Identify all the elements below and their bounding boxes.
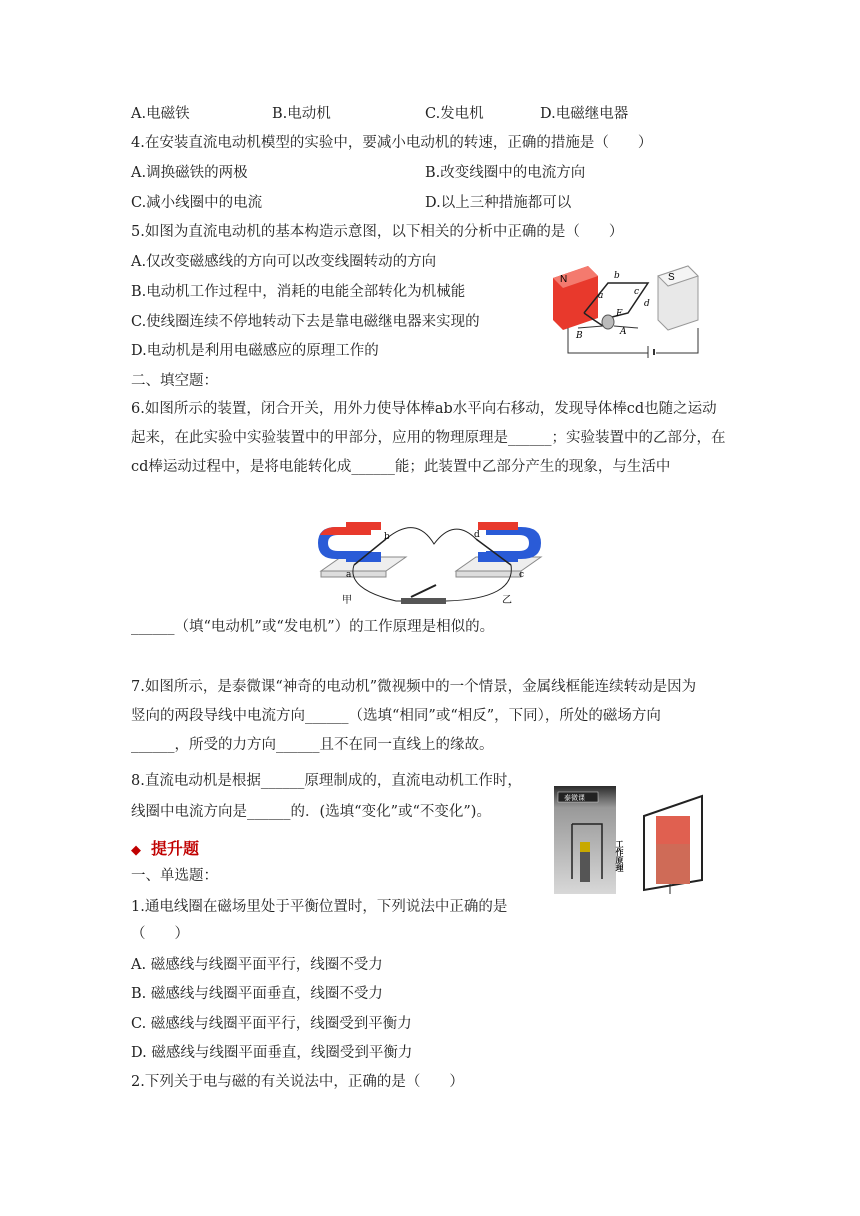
q4-option-c: C.减小线圈中的电流	[131, 195, 263, 211]
adv-q1-stem-line-2: （ ）	[131, 926, 189, 942]
figure-label-c: c	[519, 570, 525, 580]
generator-motor-figure	[316, 519, 551, 609]
motor-label-d: d	[644, 299, 650, 309]
micro-lesson-figure	[552, 784, 712, 896]
adv-q1-option-a: A. 磁感线与线圈平面平行，线圈不受力	[131, 957, 383, 973]
q5-option-b: B.电动机工作过程中，消耗的电能全部转化为机械能	[131, 284, 466, 300]
motor-label-c: c	[634, 287, 640, 297]
q4-option-a: A.调换磁铁的两极	[131, 165, 248, 181]
q3-option-c: C.发电机	[425, 106, 484, 122]
advanced-heading	[131, 839, 199, 861]
adv-q1-option-d: D. 磁感线与线圈平面垂直，线圈受到平衡力	[131, 1045, 413, 1061]
q7-line-2: 竖向的两段导线中电流方向______（选填“相同”或“相反”，下同），所处的磁场方向	[131, 708, 661, 724]
q3-option-b: B.电动机	[272, 106, 331, 122]
motor-label-s: S	[668, 272, 675, 283]
q4-option-b: B.改变线圈中的电流方向	[425, 165, 586, 181]
single-choice-heading: 一、单选题：	[131, 868, 218, 884]
q8-line-2: 线圈中电流方向是______的．(选填“变化”或“不变化”)。	[131, 804, 491, 820]
fill-in-heading: 二、填空题：	[131, 373, 218, 389]
q5-stem: 5.如图为直流电动机的基本构造示意图，以下相关的分析中正确的是（ ）	[131, 224, 624, 240]
figure-label-b: b	[384, 532, 390, 542]
micro-lesson-caption: 工作原理	[615, 840, 625, 872]
adv-q1-stem-line-1: 1.通电线圈在磁场里处于平衡位置时，下列说法中正确的是	[131, 899, 508, 915]
q7-line-3: ______，所受的力方向______且不在同一直线上的缘故。	[131, 737, 494, 753]
motor-label-brush-b: B	[576, 331, 583, 341]
q3-option-d: D.电磁继电器	[540, 106, 629, 122]
dc-motor-figure	[548, 258, 708, 358]
q8-line-1: 8.直流电动机是根据______原理制成的，直流电动机工作时，	[131, 773, 522, 789]
motor-label-n: N	[560, 274, 568, 285]
adv-q1-option-c: C. 磁感线与线圈平面平行，线圈受到平衡力	[131, 1016, 412, 1032]
motor-label-brush-a: A	[620, 327, 627, 337]
q5-option-c: C.使线圈连续不停地转动下去是靠电磁继电器来实现的	[131, 314, 480, 330]
motor-label-a: a	[598, 291, 604, 301]
adv-q1-option-b: B. 磁感线与线圈平面垂直，线圈不受力	[131, 986, 383, 1002]
q4-stem: 4.在安装直流电动机模型的实验中，要减小电动机的转速，正确的措施是（ ）	[131, 135, 653, 151]
adv-q2-stem: 2.下列关于电与磁的有关说法中，正确的是（ ）	[131, 1074, 464, 1090]
q6-text: 6.如图所示的装置，闭合开关，用外力使导体棒ab水平向右移动，发现导体棒cd也随之运动起来，在此实验中实验装置中的甲部分，应用的物理原理是______；实验装置中的乙部分，在cd棒运动过程中，是将电能转化成______能；此装置中乙部分产生的现象，与生活中	[131, 401, 726, 475]
micro-lesson-logo: 泰微课	[564, 794, 585, 802]
figure-label-yi: 乙	[502, 595, 512, 606]
q5-option-d: D.电动机是利用电磁感应的原理工作的	[131, 343, 379, 359]
advanced-heading-label: 提升题	[151, 839, 200, 858]
figure-label-a: a	[346, 570, 352, 580]
diamond-bullet-icon: ◆	[131, 843, 141, 858]
q6-text-continued: ______（填“电动机”或“发电机”）的工作原理是相似的。	[131, 619, 495, 635]
q7-line-1: 7.如图所示，是泰微课“神奇的电动机”微视频中的一个情景，金属线框能连续转动是因为	[131, 679, 697, 695]
q3-option-a: A.电磁铁	[131, 106, 190, 122]
q5-option-a: A.仅改变磁感线的方向可以改变线圈转动的方向	[131, 254, 437, 270]
motor-label-f: F	[616, 309, 623, 319]
q4-option-d: D.以上三种措施都可以	[425, 195, 572, 211]
figure-label-jia: 甲	[342, 595, 352, 606]
motor-label-b: b	[614, 271, 620, 281]
figure-label-d: d	[474, 530, 480, 540]
